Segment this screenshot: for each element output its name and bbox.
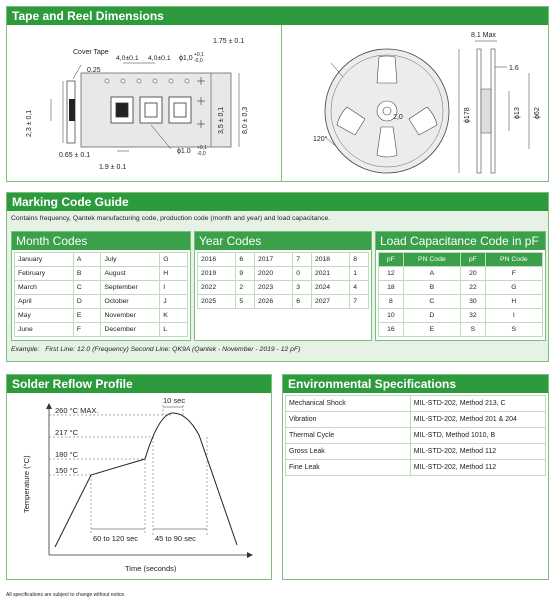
env-cell: Thermal Cycle <box>286 428 411 444</box>
load-cell: B <box>403 281 460 295</box>
dim-hole2-tol-top: +0,1 <box>197 145 207 151</box>
month-row <box>15 253 188 267</box>
reel-d20: 2,0 <box>393 114 403 121</box>
reel-d62: ϕ62 <box>534 107 541 119</box>
load-cell: F <box>485 267 542 281</box>
load-header-cell: PN Code <box>403 253 460 267</box>
reflow-d4590: 45 to 90 sec <box>155 534 196 543</box>
dim-hole2: ϕ1.0 <box>177 148 191 155</box>
year-cell: 6 <box>236 253 255 267</box>
env-cell: MIL-STD, Method 1010, B <box>410 428 545 444</box>
year-cell: 2026 <box>254 295 292 309</box>
year-cell: 2027 <box>311 295 349 309</box>
month-cell: December <box>101 323 160 337</box>
year-cell: 2023 <box>254 281 292 295</box>
dim-19: 1.9 ± 0.1 <box>99 164 127 171</box>
month-cell: C <box>73 281 101 295</box>
load-row <box>379 309 543 323</box>
reflow-title: Solder Reflow Profile <box>7 375 271 393</box>
load-cell: D <box>403 309 460 323</box>
load-cell: G <box>485 281 542 295</box>
reel-d13: ϕ13 <box>514 107 521 119</box>
load-cell: S <box>485 323 542 337</box>
year-row <box>198 281 369 295</box>
reflow-xlabel: Time (seconds) <box>125 564 177 573</box>
dim-hole-tol-top: +0,1 <box>194 52 204 58</box>
year-cell: 2021 <box>311 267 349 281</box>
year-cell: 3 <box>293 281 312 295</box>
month-cell: August <box>101 267 160 281</box>
dim-23: 2,3 ± 0,1 <box>26 109 33 137</box>
year-table <box>197 252 369 309</box>
load-header-cell: pF <box>379 253 404 267</box>
marking-title: Marking Code Guide <box>7 193 548 211</box>
month-row <box>15 267 188 281</box>
month-cell: June <box>15 323 74 337</box>
month-cell: K <box>160 309 188 323</box>
year-cell: 2018 <box>311 253 349 267</box>
reflow-d10: 10 sec <box>163 396 186 405</box>
year-cell: 7 <box>350 295 369 309</box>
tape-reel-divider <box>281 25 282 182</box>
month-cell: D <box>73 295 101 309</box>
env-row <box>286 444 546 460</box>
reflow-d60120: 60 to 120 sec <box>93 534 139 543</box>
cover-tape-label: Cover Tape <box>73 49 109 56</box>
month-codes-box <box>11 231 191 341</box>
month-cell: July <box>101 253 160 267</box>
footer-note: All specifications are subject to change without notice. <box>6 592 126 598</box>
env-row <box>286 460 546 476</box>
year-cell: 6 <box>293 295 312 309</box>
year-row <box>198 253 369 267</box>
example-text: First Line: 12.0 (Frequency) Second Line: QK9A (Qantek - November - 2019 - 12 pF) <box>45 346 301 353</box>
dim-pitch-1: 4,0±0,1 <box>116 55 139 62</box>
reflow-t150: 150 °C <box>55 466 79 475</box>
year-cell: 1 <box>350 267 369 281</box>
marking-panel <box>6 192 549 362</box>
load-cell: A <box>403 267 460 281</box>
load-table <box>378 252 543 337</box>
marking-description: Contains frequency, Qantek manufacturing code, production code (month and year) and load capacitance. <box>11 215 331 222</box>
reflow-ylabel: Temperature (°C) <box>22 455 31 513</box>
month-cell: February <box>15 267 74 281</box>
month-cell: I <box>160 281 188 295</box>
year-cell: 2019 <box>198 267 236 281</box>
env-table <box>285 395 546 476</box>
month-cell: March <box>15 281 74 295</box>
reflow-t180: 180 °C <box>55 450 79 459</box>
load-cell: I <box>485 309 542 323</box>
env-row <box>286 412 546 428</box>
year-cell: 0 <box>293 267 312 281</box>
reflow-chart <box>9 395 271 579</box>
reel-max: 8.1 Max <box>471 32 496 39</box>
load-row <box>379 281 543 295</box>
load-cell: 30 <box>460 295 485 309</box>
load-cell: C <box>403 295 460 309</box>
month-cell: April <box>15 295 74 309</box>
dim-025: 0.25 <box>87 67 101 74</box>
month-table <box>14 252 188 337</box>
month-row <box>15 323 188 337</box>
load-cell: H <box>485 295 542 309</box>
load-cell: S <box>460 323 485 337</box>
year-cell: 2017 <box>254 253 292 267</box>
dim-35: 3,5 ± 0,1 <box>218 106 225 134</box>
month-cell: November <box>101 309 160 323</box>
env-panel <box>282 374 549 580</box>
month-cell: E <box>73 309 101 323</box>
year-cell: 7 <box>293 253 312 267</box>
month-cell: May <box>15 309 74 323</box>
reel-diagram <box>285 27 547 179</box>
example-label: Example: <box>11 346 40 353</box>
month-cell: H <box>160 267 188 281</box>
month-row <box>15 309 188 323</box>
year-cell: 5 <box>236 295 255 309</box>
env-cell: MIL-STD-202, Method 201 & 204 <box>410 412 545 428</box>
month-cell: A <box>73 253 101 267</box>
env-cell: Mechanical Shock <box>286 396 411 412</box>
reflow-t260: 260 °C MAX. <box>55 406 99 415</box>
reel-d16: 1.6 <box>509 65 519 72</box>
month-cell: October <box>101 295 160 309</box>
env-cell: Gross Leak <box>286 444 411 460</box>
month-cell: September <box>101 281 160 295</box>
year-cell: 2024 <box>311 281 349 295</box>
year-cell: 2016 <box>198 253 236 267</box>
tape-diagram <box>11 29 281 179</box>
reel-d178: ϕ178 <box>464 107 471 123</box>
month-cell: G <box>160 253 188 267</box>
load-row <box>379 323 543 337</box>
year-row <box>198 295 369 309</box>
load-cell: 16 <box>379 323 404 337</box>
reflow-t217: 217 °C <box>55 428 79 437</box>
load-cell: 10 <box>379 309 404 323</box>
env-cell: MIL-STD-202, Method 213, C <box>410 396 545 412</box>
tape-reel-panel <box>6 6 549 182</box>
year-cell: 4 <box>350 281 369 295</box>
year-cell: 9 <box>236 267 255 281</box>
dim-065: 0.65 ± 0.1 <box>59 152 91 159</box>
load-cell: 22 <box>460 281 485 295</box>
load-header-cell: PN Code <box>485 253 542 267</box>
month-cell: B <box>73 267 101 281</box>
year-cell: 8 <box>350 253 369 267</box>
env-cell: Fine Leak <box>286 460 411 476</box>
dim-pitch-2: 4,0±0,1 <box>148 55 171 62</box>
dim-hole: ϕ1,0 <box>179 55 193 62</box>
load-header-row <box>379 253 543 267</box>
load-cell: E <box>403 323 460 337</box>
month-row <box>15 295 188 309</box>
dim-80: 8,0 ± 0,3 <box>242 106 249 134</box>
load-row <box>379 267 543 281</box>
tape-reel-title: Tape and Reel Dimensions <box>7 7 548 25</box>
year-cell: 2020 <box>254 267 292 281</box>
month-row <box>15 281 188 295</box>
reel-angle: 120° <box>313 136 328 143</box>
month-cell: J <box>160 295 188 309</box>
reflow-panel <box>6 374 272 580</box>
load-row <box>379 295 543 309</box>
load-cell: 32 <box>460 309 485 323</box>
env-cell: MIL-STD-202, Method 112 <box>410 444 545 460</box>
year-cell: 2025 <box>198 295 236 309</box>
load-cell: 8 <box>379 295 404 309</box>
load-cap-box <box>375 231 546 341</box>
load-cap-title: Load Capacitance Code in pF <box>376 232 545 250</box>
dim-hole-tol-bot: -0,0 <box>194 58 203 64</box>
year-codes-title: Year Codes <box>195 232 371 250</box>
load-cell: 20 <box>460 267 485 281</box>
year-row <box>198 267 369 281</box>
year-codes-box <box>194 231 372 341</box>
load-cell: 12 <box>379 267 404 281</box>
month-codes-title: Month Codes <box>12 232 190 250</box>
year-cell: 2 <box>236 281 255 295</box>
dim-175: 1.75 ± 0.1 <box>213 38 245 45</box>
load-header-cell: pF <box>460 253 485 267</box>
env-title: Environmental Specifications <box>283 375 548 393</box>
year-cell: 2022 <box>198 281 236 295</box>
load-cell: 18 <box>379 281 404 295</box>
month-cell: January <box>15 253 74 267</box>
month-cell: L <box>160 323 188 337</box>
env-row <box>286 428 546 444</box>
month-cell: F <box>73 323 101 337</box>
example-row <box>11 346 300 353</box>
env-row <box>286 396 546 412</box>
env-cell: Vibration <box>286 412 411 428</box>
dim-hole2-tol-bot: -0,0 <box>197 151 206 157</box>
env-cell: MIL-STD-202, Method 112 <box>410 460 545 476</box>
